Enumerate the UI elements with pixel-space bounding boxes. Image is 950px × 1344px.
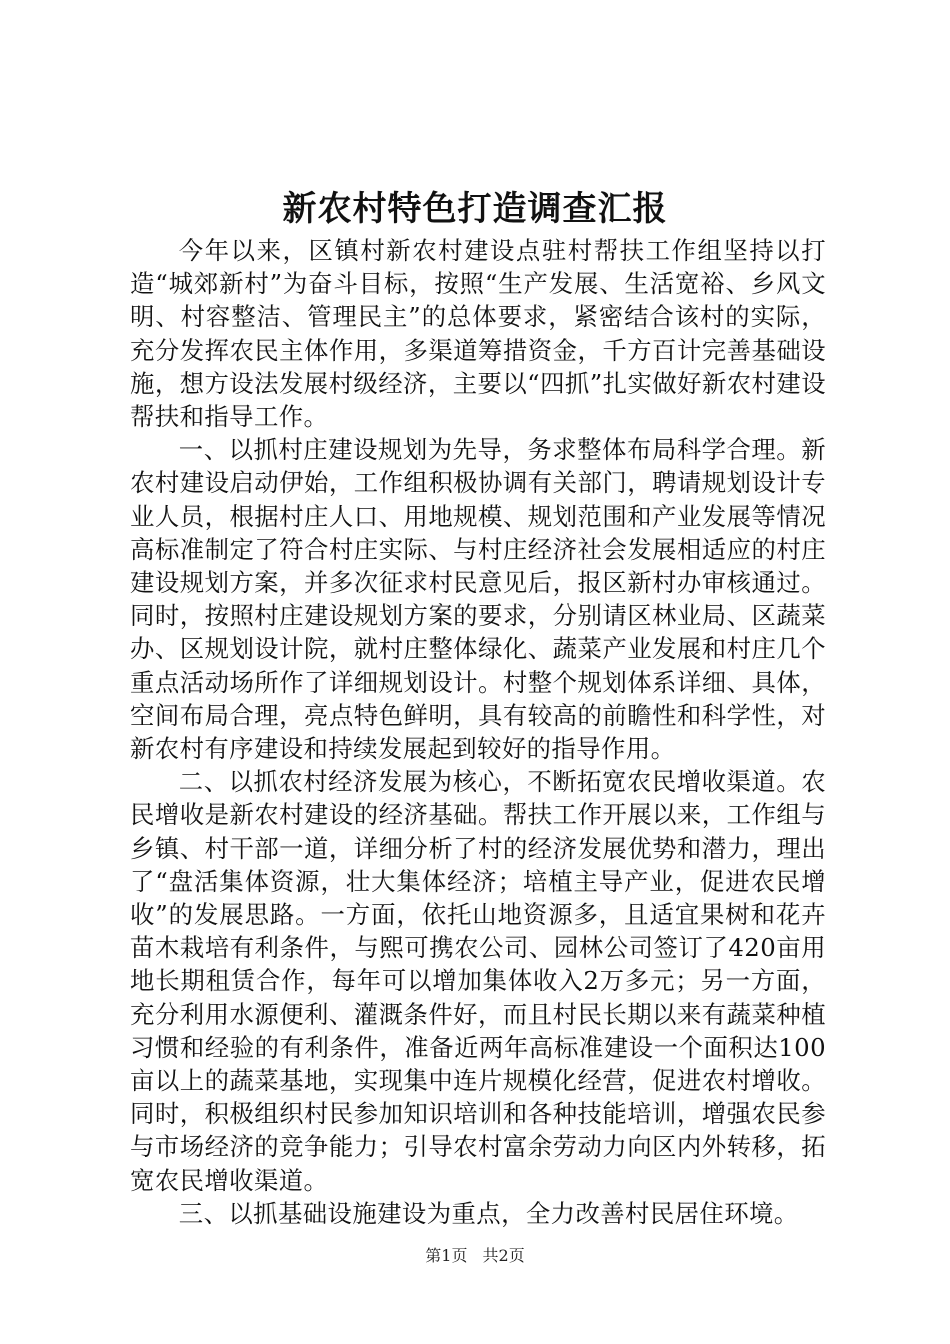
page-footer <box>0 1245 950 1267</box>
paragraph-section-2: 二、以抓农村经济发展为核心，不断拓宽农民增收渠道。农民增收是新农村建设的经济基础。帮扶工作开展以来，工作组与乡镇、村干部一道，详细分析了村的经济发展优势和潜力，理出了“盘活集体资源，壮大集体经济；培植主导产业，促进农民增收”的发展思路。一方面，依托山地资源多，且适宜果树和花卉苗木栽培有利条件，与熙可携农公司、园林公司签订了420亩用地长期租赁合作，每年可以增加集体收入2万多元；另一方面，充分利用水源便利、灌溉条件好，而且村民长期以来有蔬菜种植习惯和经验的有利条件，准备近两年高标准建设一个面积达100亩以上的蔬菜基地，实现集中连片规模化经营，促进农村增收。同时，积极组织村民参加知识培训和各种技能培训，增强农民参与市场经济的竞争能力；引导农村富余劳动力向区内外转移，拓宽农民增收渠道。 <box>130 767 826 1195</box>
document-title: 新农村特色打造调查汇报 <box>282 189 668 229</box>
paragraph-section-3: 三、以抓基础设施建设为重点，全力改善村民居住环境。 <box>178 1198 799 1228</box>
page-number-total: 共2页 <box>482 1246 525 1265</box>
paragraph-section-1: 一、以抓村庄建设规划为先导，务求整体布局科学合理。新农村建设启动伊始，工作组积极协调有关部门，聘请规划设计专业人员，根据村庄人口、用地规模、规划范围和产业发展等情况高标准制定了符合村庄实际、与村庄经济社会发展相适应的村庄建设规划方案，并多次征求村民意见后，报区新村办审核通过。同时，按照村庄建设规划方案的要求，分别请区林业局、区蔬菜办、区规划设计院，就村庄整体绿化、蔬菜产业发展和村庄几个重点活动场所作了详细规划设计。村整个规划体系详细、具体，空间布局合理，亮点特色鲜明，具有较高的前瞻性和科学性，对新农村有序建设和持续发展起到较好的指导作用。 <box>130 435 826 764</box>
paragraph-intro: 今年以来，区镇村新农村建设点驻村帮扶工作组坚持以打造“城郊新村”为奋斗目标，按照“生产发展、生活宽裕、乡风文明、村容整洁、管理民主”的总体要求，紧密结合该村的实际，充分发挥农民主体作用，多渠道筹措资金，千方百计完善基础设施，想方设法发展村级经济，主要以“四抓”扎实做好新农村建设帮扶和指导工作。 <box>130 236 826 432</box>
document-body <box>130 234 826 1230</box>
page-number-current: 第1页 <box>425 1246 468 1265</box>
